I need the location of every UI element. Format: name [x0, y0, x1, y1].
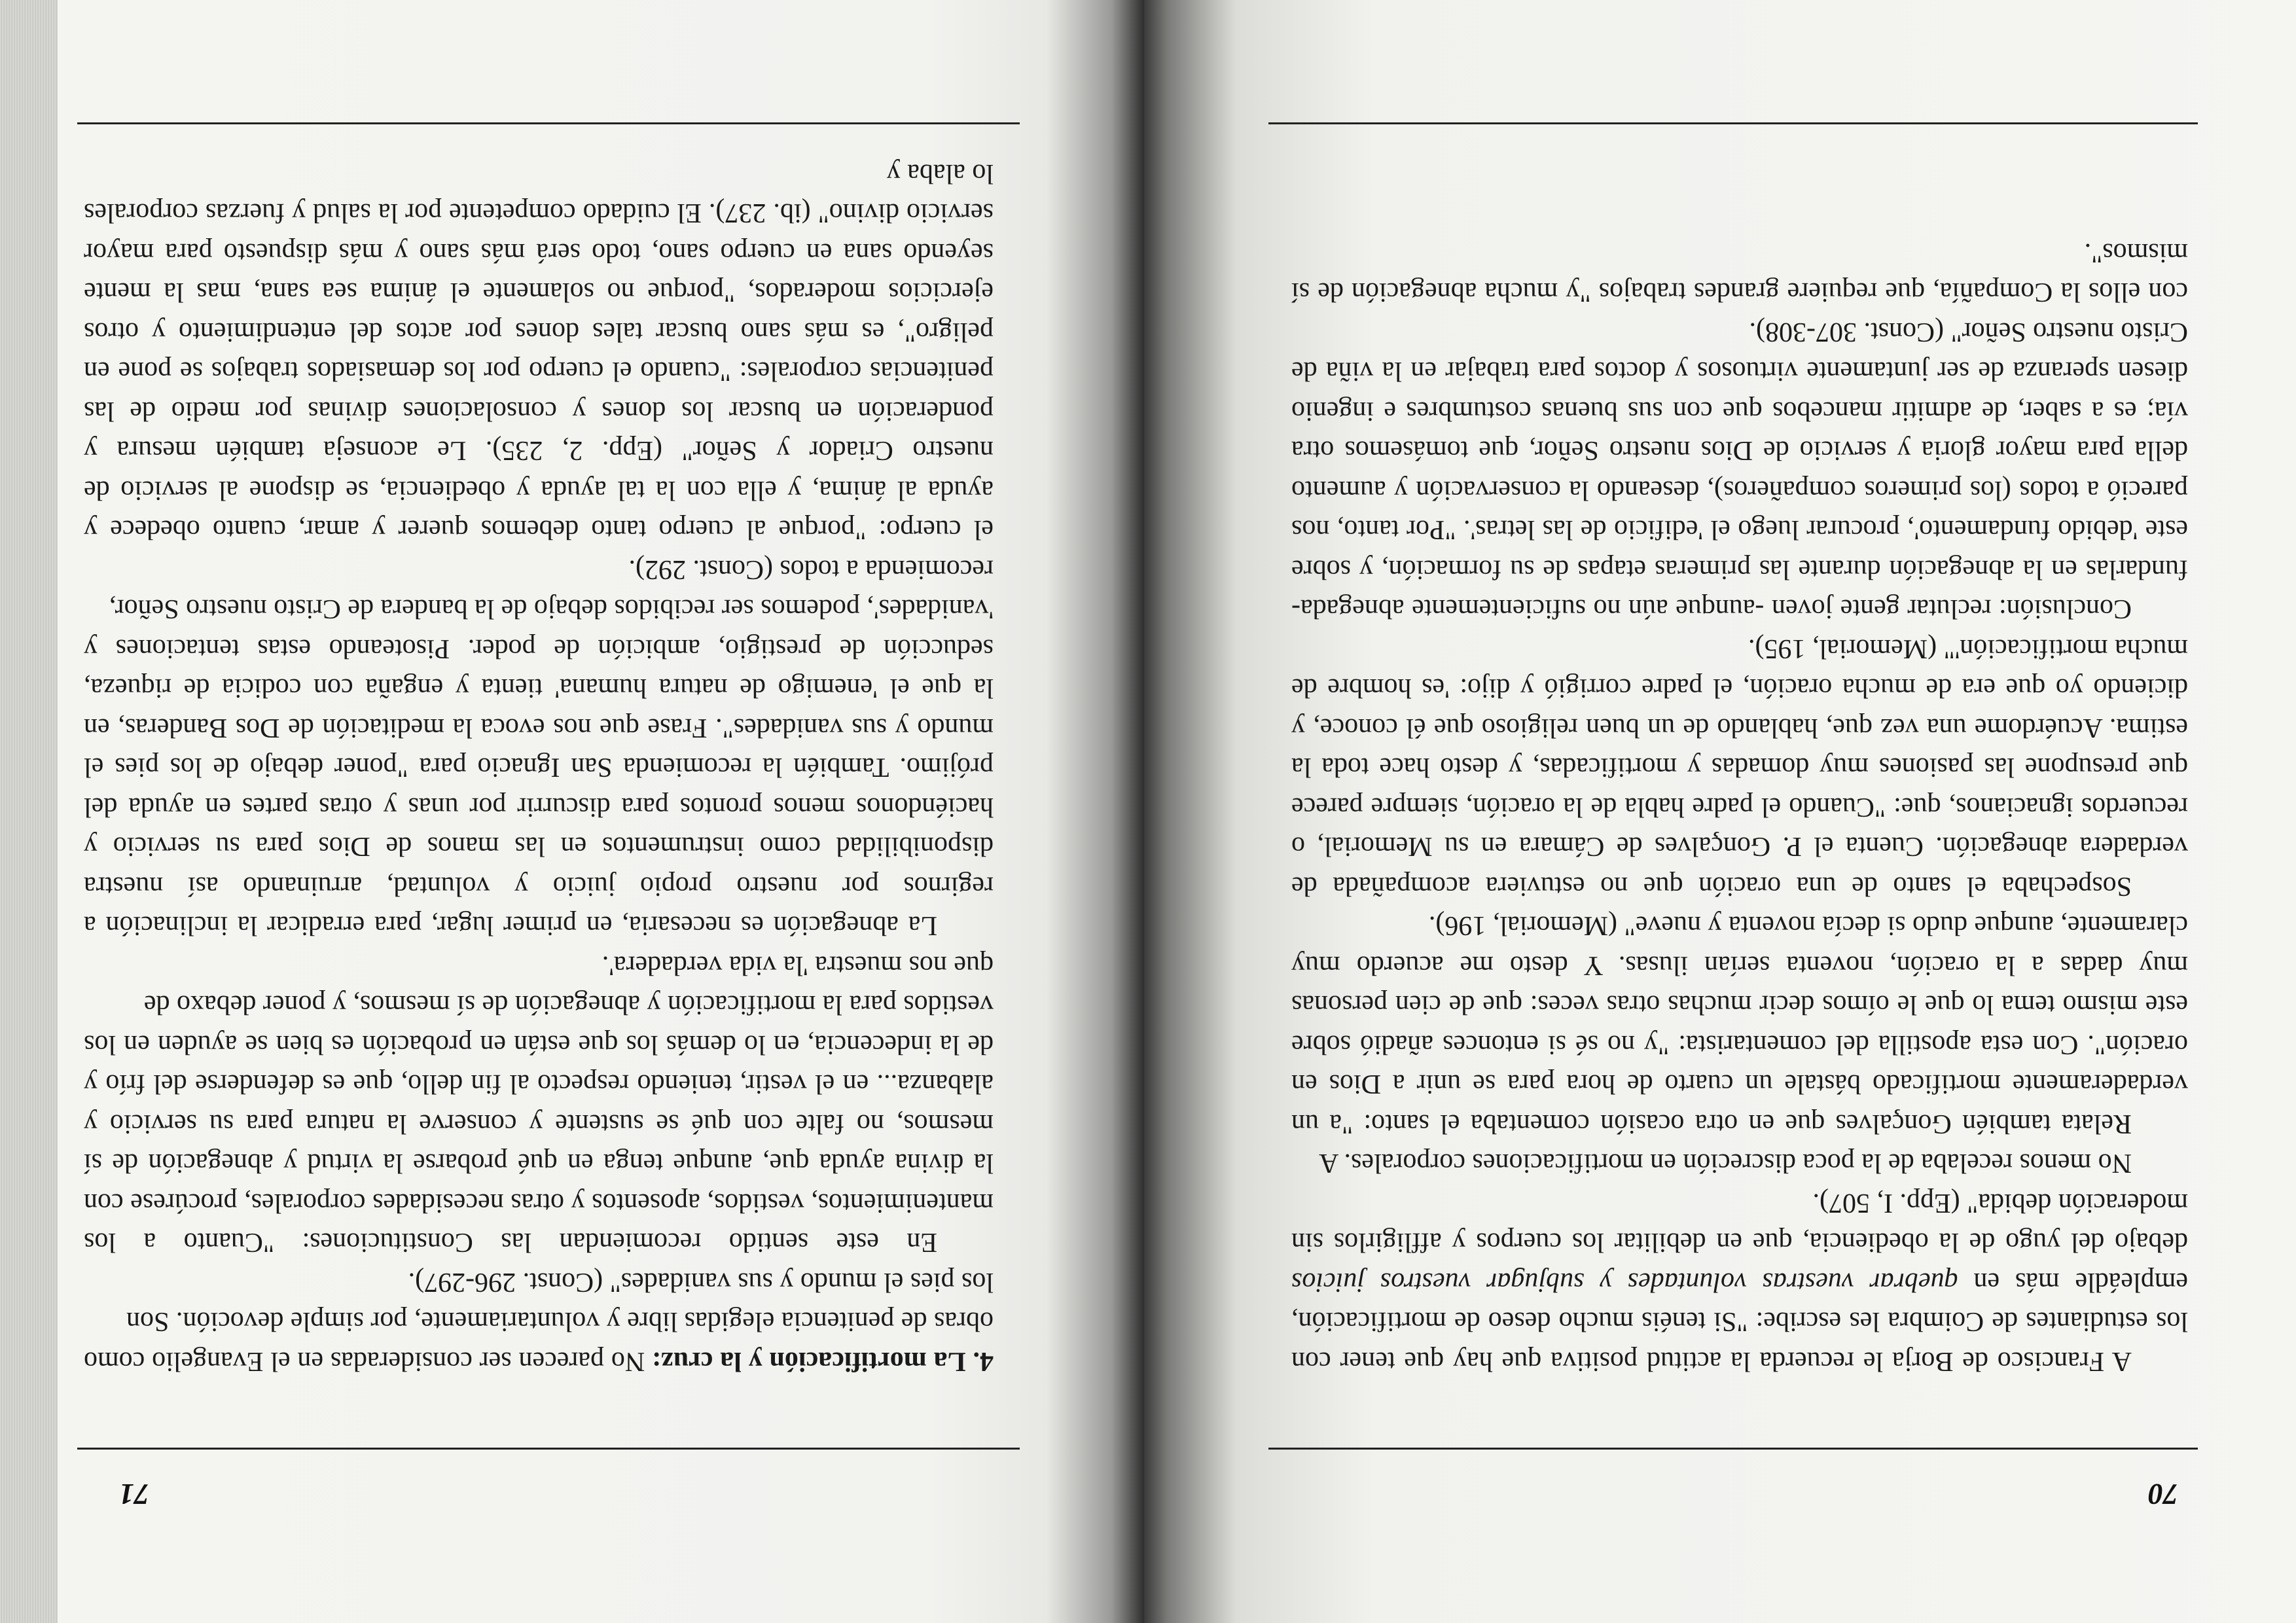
- paragraph: [84, 1302, 994, 1381]
- text-run: No parecen ser consideradas en el Evangelio como obras de penitencia elegidas libre y voluntariamente, por simple devoción. Son: [83, 1306, 994, 1376]
- footer-rule: [77, 122, 1020, 124]
- paragraph: La abnegación es necesaria, en primer lugar, para erradicar la inclinación a regirnos por nuestro propio juicio y voluntad, arruinando así nuestra disponibilidad como instrumentos en las manos de Dios para su servicio y haciéndonos menos prontos para discurrir por unas y otras partes en ayuda del prójimo. También la recomienda San Ignacio para "poner debajo de los pies el mundo y sus vanidades". Frase que nos evoca la meditación de Dos Banderas, en la que el 'enemigo de natura humana' tienta y engaña con codicia de riqueza, seducción de prestigio, ambición de poder. Pisoteando estas tentaciones y 'vanidades', podemos ser recibidos debajo de la bandera de Cristo nuestro Señor,: [84, 594, 994, 941]
- text-run: debajo del yugo de la obediencia, que en debilitar los cuerpos y affligirlos sin moderación debida" (Epp. I, 507).: [1291, 1188, 2188, 1258]
- page-text: [1291, 233, 2188, 1382]
- right-page-71: [58, 0, 1144, 1623]
- paragraph: el cuerpo: "porque al cuerpo tanto debemos querer y amar, cuanto obedece y ayuda al ánima, y ella con la tal ayuda y obediencia, se dispone al servicio de nuestro Criador y Señor" (Epp. 2, 235). Le aconseja también mesura y ponderación en buscar los dones y consolaciones divinas por medio de las penitencias corporales: "cuando el cuerpo por los demasiados trabajos se pone en peligro", es más sano buscar tales dones por actos del entendimiento y otros ejercicios moderados, "porque no solamente el ánima sea sana, mas la mente seyendo sana en cuerpo sano, todo será más sano y más dispuesto para mayor servicio divino" (ib. 237). El cuidado competente por la salud y fuerzas corporales lo alaba y: [84, 158, 994, 545]
- paragraph: los pies el mundo y sus vanidades" (Const. 296-297).: [408, 1267, 994, 1297]
- paragraph: Sospechaba el santo de una oración que no estuviera acompañada de verdadera abnegación. Cuenta el P. Gonçalves de Cámara en su Memorial, o recuerdos ignacianos, que: "Cuando el padre habla de la oración, siempre parece que presupone las pasiones muy domadas y mortificadas, y desto hace toda la estima. Acuérdome una vez que, hablando de un buen religioso que él conoce, y diciendo yo que era de mucha oración, el padre corrigió y dijo: 'es hombre de mucha mortificación'" (Memorial, 195).: [1291, 633, 2188, 901]
- book-page-edges: [0, 0, 58, 1623]
- page-number: 70: [2148, 1478, 2178, 1511]
- paragraph: recomienda a todos (Const. 292).: [628, 554, 994, 584]
- page-number: 71: [119, 1478, 149, 1511]
- italic-text: quebrar vuestras voluntades y subjugar vuestros juicios: [1291, 1267, 1958, 1297]
- paragraph: Conclusión: reclutar gente joven -aunque aún no suficientemente abnegada- fundarlas en la abnegación durante las primeras etapas de su formación, y sobre este 'debido fundamento', procurar luego el 'edificio de las letras'. "Por tanto, nos pareció a todos (los primeros compañeros), deseando la conservación y aumento della para mayor gloria y servicio de Dios nuestro Señor, que tomásemos otra vía; es a saber, de admitir mancebos que con sus buenas costumbres e ingenio diesen speranza de ser juntamente virtuosos y doctos para trabajar en la viña de Cristo nuestro Señor" (Const. 307-308).: [1291, 317, 2188, 624]
- footer-rule: [1268, 122, 2198, 124]
- paragraph: No menos recelaba de la poca discreción en mortificaciones corporales. A: [1319, 1148, 2132, 1179]
- text-run: A Francisco de Borja le recuerda la actitud positiva que hay que tener con los estudiantes de Coimbra les escribe: "Si tenéis mucho deseo de mortificación, empleádle más en: [1291, 1267, 2188, 1376]
- page-text: [84, 154, 994, 1382]
- header-rule: [77, 1448, 1020, 1450]
- paragraph: que nos muestra 'la vida verdadera'.: [601, 950, 994, 980]
- header-rule: [1268, 1448, 2198, 1450]
- paragraph: [1291, 1183, 2188, 1382]
- paragraph: Relata también Gonçalves que en otra ocasión comentaba el santo: "a un verdaderamente mortificado bástale un cuarto de hora para se unir a Dios en oración". Con esta apostilla del comentarista: "y no sé si entonces añadió sobre este mismo tema lo que le oímos decir muchas otras veces: que de cien personas muy dadas a la oración, noventa serían ilusas. Y desto me acuerdo muy claramente, aunque dudo si decía noventa y nueve" (Memorial, 196).: [1291, 910, 2188, 1139]
- left-page-70: [1144, 0, 2296, 1623]
- paragraph: En este sentido recomiendan las Constituciones: "Cuanto a los mantenimientos, vestidos, aposentos y otras necesidades corporales, procúrese con la divina ayuda que, aunque tenga en qué probarse la virtud y abnegación de sí mesmos, no falte con qué se sustente y conserve la natura para su servicio y alabanza... en el vestir, teniendo respecto al fin dello, que es defenderse del frío y de la indecencia, en lo demás los que están en probación es bien se ayuden en los vestidos para la mortificación y abnegación de sí mesmos, y poner debaxo de: [84, 990, 994, 1258]
- paragraph: con ellos la Compañía, que requiere grandes trabajos "y mucha abnegación de sí mismos".: [1291, 238, 2188, 308]
- section-heading: 4. La mortificación y la cruz:: [652, 1346, 994, 1376]
